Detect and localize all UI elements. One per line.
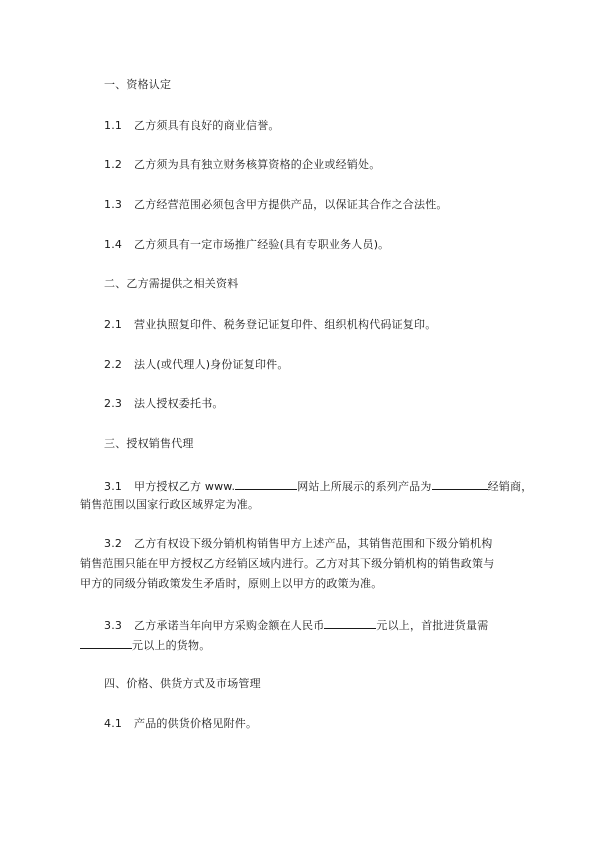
section-heading-4: 四、价格、供货方式及市场管理 (104, 677, 261, 690)
clause-3-3-line-1 (104, 617, 488, 633)
fill-blank-purchase-amount (324, 617, 376, 629)
clause-number: 3.3 (104, 619, 123, 632)
clause-text: 元以上，首批进货量需 (376, 619, 489, 632)
clause-text: 乙方须具有一定市场推广经验(具有专职业务人员)。 (134, 238, 390, 251)
clause-number: 2.3 (104, 397, 123, 410)
clause-1-1 (104, 119, 280, 133)
clause-text: 乙方须为具有独立财务核算资格的企业或经销处。 (134, 158, 381, 171)
clause-text: 法人授权委托书。 (134, 397, 224, 410)
clause-1-3 (104, 198, 448, 212)
clause-3-2-line-2: 销售范围只能在甲方授权乙方经销区域内进行。乙方对其下级分销机构的销售政策与 (80, 557, 495, 570)
clause-text: 乙方承诺当年向甲方采购金额在人民币 (134, 619, 325, 632)
section-heading-3: 三、授权销售代理 (104, 437, 194, 450)
clause-number: 1.4 (104, 238, 123, 251)
clause-2-2 (104, 358, 289, 372)
section-heading-2: 二、乙方需提供之相关资料 (104, 277, 239, 290)
clause-3-2-line-1 (104, 537, 492, 551)
fill-blank-website (235, 478, 297, 490)
clause-number: 1.3 (104, 198, 123, 211)
clause-text: 网站上所展示的系列产品为 (297, 480, 432, 493)
clause-number: 2.1 (104, 318, 123, 331)
clause-3-1-line-1 (104, 478, 532, 494)
clause-number: 1.1 (104, 119, 123, 132)
clause-3-3-line-2 (80, 637, 210, 653)
clause-text: 营业执照复印件、税务登记证复印件、组织机构代码证复印。 (134, 318, 437, 331)
fill-blank-distributor (432, 478, 488, 490)
fill-blank-first-order (80, 637, 132, 649)
clause-2-3 (104, 397, 224, 411)
clause-text: 产品的供货价格见附件。 (134, 717, 258, 730)
clause-number: 2.2 (104, 358, 123, 371)
clause-text: 乙方有权设下级分销机构销售甲方上述产品，其销售范围和下级分销机构 (134, 537, 493, 550)
clause-number: 3.1 (104, 480, 123, 493)
clause-text: 经销商， (487, 480, 533, 493)
clause-number: 1.2 (104, 158, 123, 171)
clause-3-2-line-3: 甲方的同级分销政策发生矛盾时，原则上以甲方的政策为准。 (80, 577, 383, 590)
clause-text: 乙方须具有良好的商业信誉。 (134, 119, 280, 132)
clause-number: 3.2 (104, 537, 123, 550)
clause-2-1 (104, 318, 436, 332)
clause-4-1 (104, 717, 257, 731)
clause-1-4 (104, 238, 389, 252)
clause-number: 4.1 (104, 717, 123, 730)
clause-text: 元以上的货物。 (132, 639, 211, 652)
clause-text: 甲方授权乙方 www. (134, 480, 236, 493)
clause-text: 法人(或代理人)身份证复印件。 (134, 358, 289, 371)
clause-1-2 (104, 158, 380, 172)
clause-3-1-line-2: 销售范围以国家行政区域界定为准。 (80, 498, 260, 511)
section-heading-1: 一、资格认定 (104, 78, 172, 91)
clause-text: 乙方经营范围必须包含甲方提供产品，以保证其合作之合法性。 (134, 198, 448, 211)
